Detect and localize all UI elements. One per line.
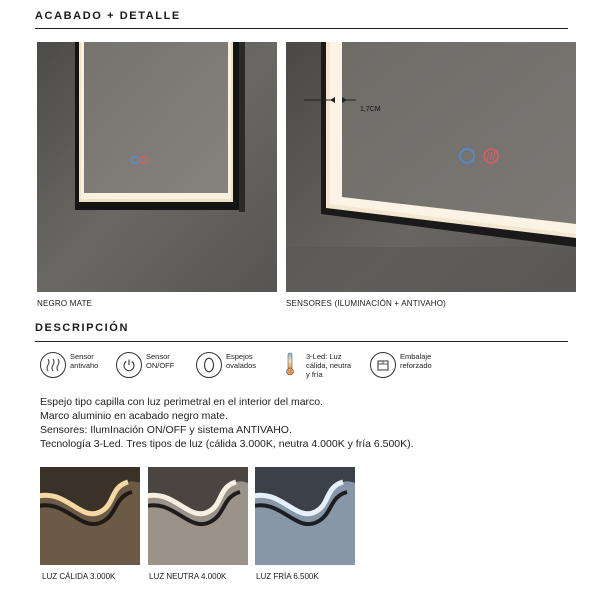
feature-label-line: y fría <box>306 370 323 379</box>
description-section-rule <box>35 341 568 342</box>
finish-section-rule <box>35 28 568 29</box>
feature-oval-mirrors <box>196 352 256 378</box>
oval-mirror-icon <box>196 352 222 378</box>
power-icon <box>116 352 142 378</box>
right-photo-caption: SENSORES (ILUMINACIÓN + ANTIVAHO) <box>286 299 447 308</box>
neutral-light-caption: LUZ NEUTRA 4.000K <box>149 572 227 581</box>
feature-label-line: Sensor <box>146 352 170 361</box>
product-description <box>40 395 414 451</box>
description-line: Tecnología 3-Led. Tres tipos de luz (cálida 3.000K, neutra 4.000K y fría 6.500K). <box>40 438 414 450</box>
feature-label-line: Sensor <box>70 352 94 361</box>
cold-light-caption: LUZ FRÍA 6.500K <box>256 572 319 581</box>
feature-label-line: reforzado <box>400 361 432 370</box>
finish-section-title: ACABADO + DETALLE <box>35 10 181 22</box>
description-section-title: DESCRIPCIÓN <box>35 322 129 334</box>
feature-label-line: 3-Led: Luz <box>306 352 342 361</box>
left-photo-caption: NEGRO MATE <box>37 299 93 308</box>
feature-label-line: cálida, neutra <box>306 361 352 370</box>
feature-on-off-sensor <box>116 352 174 378</box>
feature-reinforced-packaging <box>370 352 432 378</box>
feature-label-line: ON/OFF <box>146 361 175 370</box>
description-line: Espejo tipo capilla con luz perimetral en el interior del marco. <box>40 396 324 408</box>
sensors-detail-illustration <box>286 42 576 292</box>
feature-label-line: Embalaje <box>400 352 432 361</box>
feature-antifog-sensor <box>40 352 98 378</box>
package-icon <box>370 352 396 378</box>
feature-label-line: ovalados <box>226 361 257 370</box>
frame-width-measure: 1,7CM <box>360 106 381 113</box>
antifog-sensor-icon <box>40 352 66 378</box>
warm-light-caption: LUZ CÁLIDA 3.000K <box>42 572 116 581</box>
neutral-light-swatch <box>148 467 248 565</box>
sensors-detail-photo <box>286 42 576 292</box>
warm-light-swatch <box>40 467 140 565</box>
description-line: Marco aluminio en acabado negro mate. <box>40 410 228 422</box>
feature-label-line: antivaho <box>70 361 99 370</box>
feature-label-line: Espejos <box>226 352 253 361</box>
black-matte-mirror-photo <box>37 42 277 292</box>
cold-light-swatch <box>255 467 355 565</box>
feature-3-led <box>278 352 351 379</box>
description-line: Sensores: IlumInación ON/OFF y sistema ANTIVAHO. <box>40 424 292 436</box>
black-matte-mirror-illustration <box>37 42 277 292</box>
thermometer-icon <box>278 352 302 376</box>
